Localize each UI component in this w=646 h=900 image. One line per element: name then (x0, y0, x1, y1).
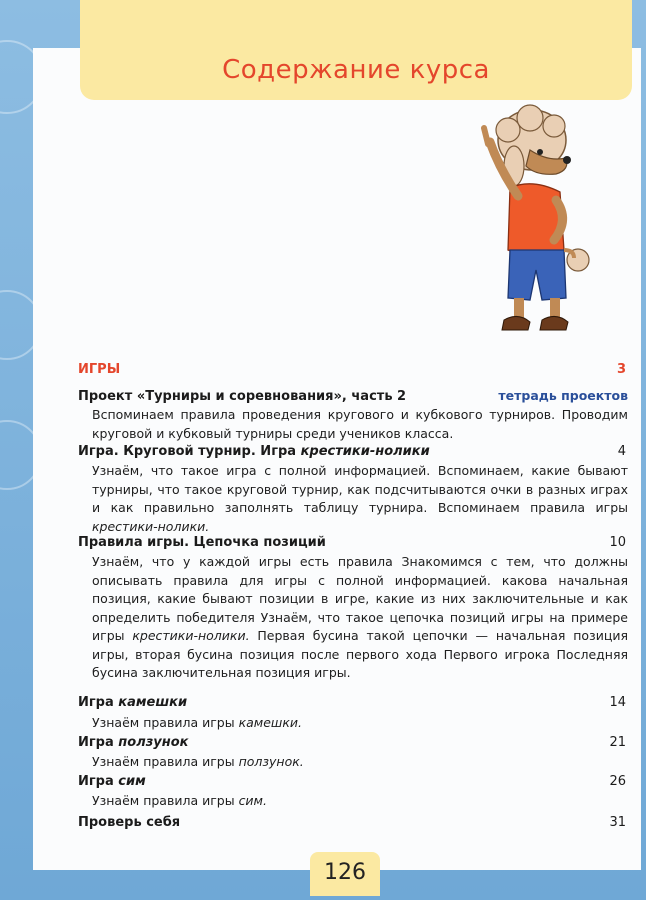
entry-title: Проверь себя (78, 815, 181, 830)
page-ref: 26 (609, 774, 626, 789)
entry-description: Вспоминаем правила проведения кругового и кубкового турниров. Проводим круговой и кубковый турниры среди учеников класса. (92, 407, 628, 441)
heading-band (80, 0, 632, 100)
toc-entry-rules[interactable] (78, 535, 628, 550)
toc-section-games[interactable] (78, 362, 628, 377)
entry-title: Игра ползунок (78, 735, 189, 750)
toc-entry-self-check[interactable] (78, 815, 628, 830)
entry-description: Узнаём правила игры камешки. (92, 715, 302, 730)
project-source: тетрадь проектов (498, 388, 628, 403)
page-ref: 21 (609, 735, 626, 750)
toc-entry-kameshki[interactable] (78, 695, 628, 710)
toc-entry-project[interactable] (78, 388, 628, 404)
section-title: ИГРЫ (78, 362, 121, 377)
page-title: Содержание курса (222, 55, 490, 85)
entry-title: Игра. Круговой турнир. Игра крестики-нолики (78, 444, 430, 459)
entry-title: Правила игры. Цепочка позиций (78, 535, 326, 550)
entry-title: Игра камешки (78, 695, 188, 710)
entry-title: Игра сим (78, 774, 146, 789)
page-ref: 10 (609, 535, 626, 550)
page-ref: 14 (609, 695, 626, 710)
page-ref: 31 (609, 815, 626, 830)
toc-entry-tic-tac-toe[interactable] (78, 444, 628, 459)
entry-description: Узнаём правила игры сим. (92, 793, 267, 808)
page-ref: 4 (617, 444, 626, 459)
entry-description: Узнаём правила игры ползунок. (92, 754, 304, 769)
toc-entry-sim[interactable] (78, 774, 628, 789)
entry-description: Узнаём, что у каждой игры есть правила Знакомимся с тем, что должны описывать правила для игры с полной информацией. какова начальная позиция, какие бывают позиции в игре, какие из них заключительные и как определить победителя Узнаём, что такое цепочка позиций игры на примере игры крестики-нолики. Первая бусина такой цепочки — начальная позиция игры, вторая бусина позиция после первого хода Первого игрока Последняя бусина заключительная позиция игры. (92, 554, 628, 680)
entry-description: Узнаём, что такое игра с полной информацией. Вспоминаем, какие бывают турниры, что такое круговой турнир, как подсчитываются очки в разных играх и как правильно заполнять таблицу турнира. Вспоминаем правила игры крестики-нолики. (92, 463, 628, 534)
poodle-illustration (470, 100, 620, 340)
page-ref: 3 (616, 362, 626, 377)
toc-entry-polzunok[interactable] (78, 735, 628, 750)
page-number: 126 (324, 860, 366, 885)
entry-title: Проект «Турниры и соревнования», часть 2 (78, 389, 407, 404)
